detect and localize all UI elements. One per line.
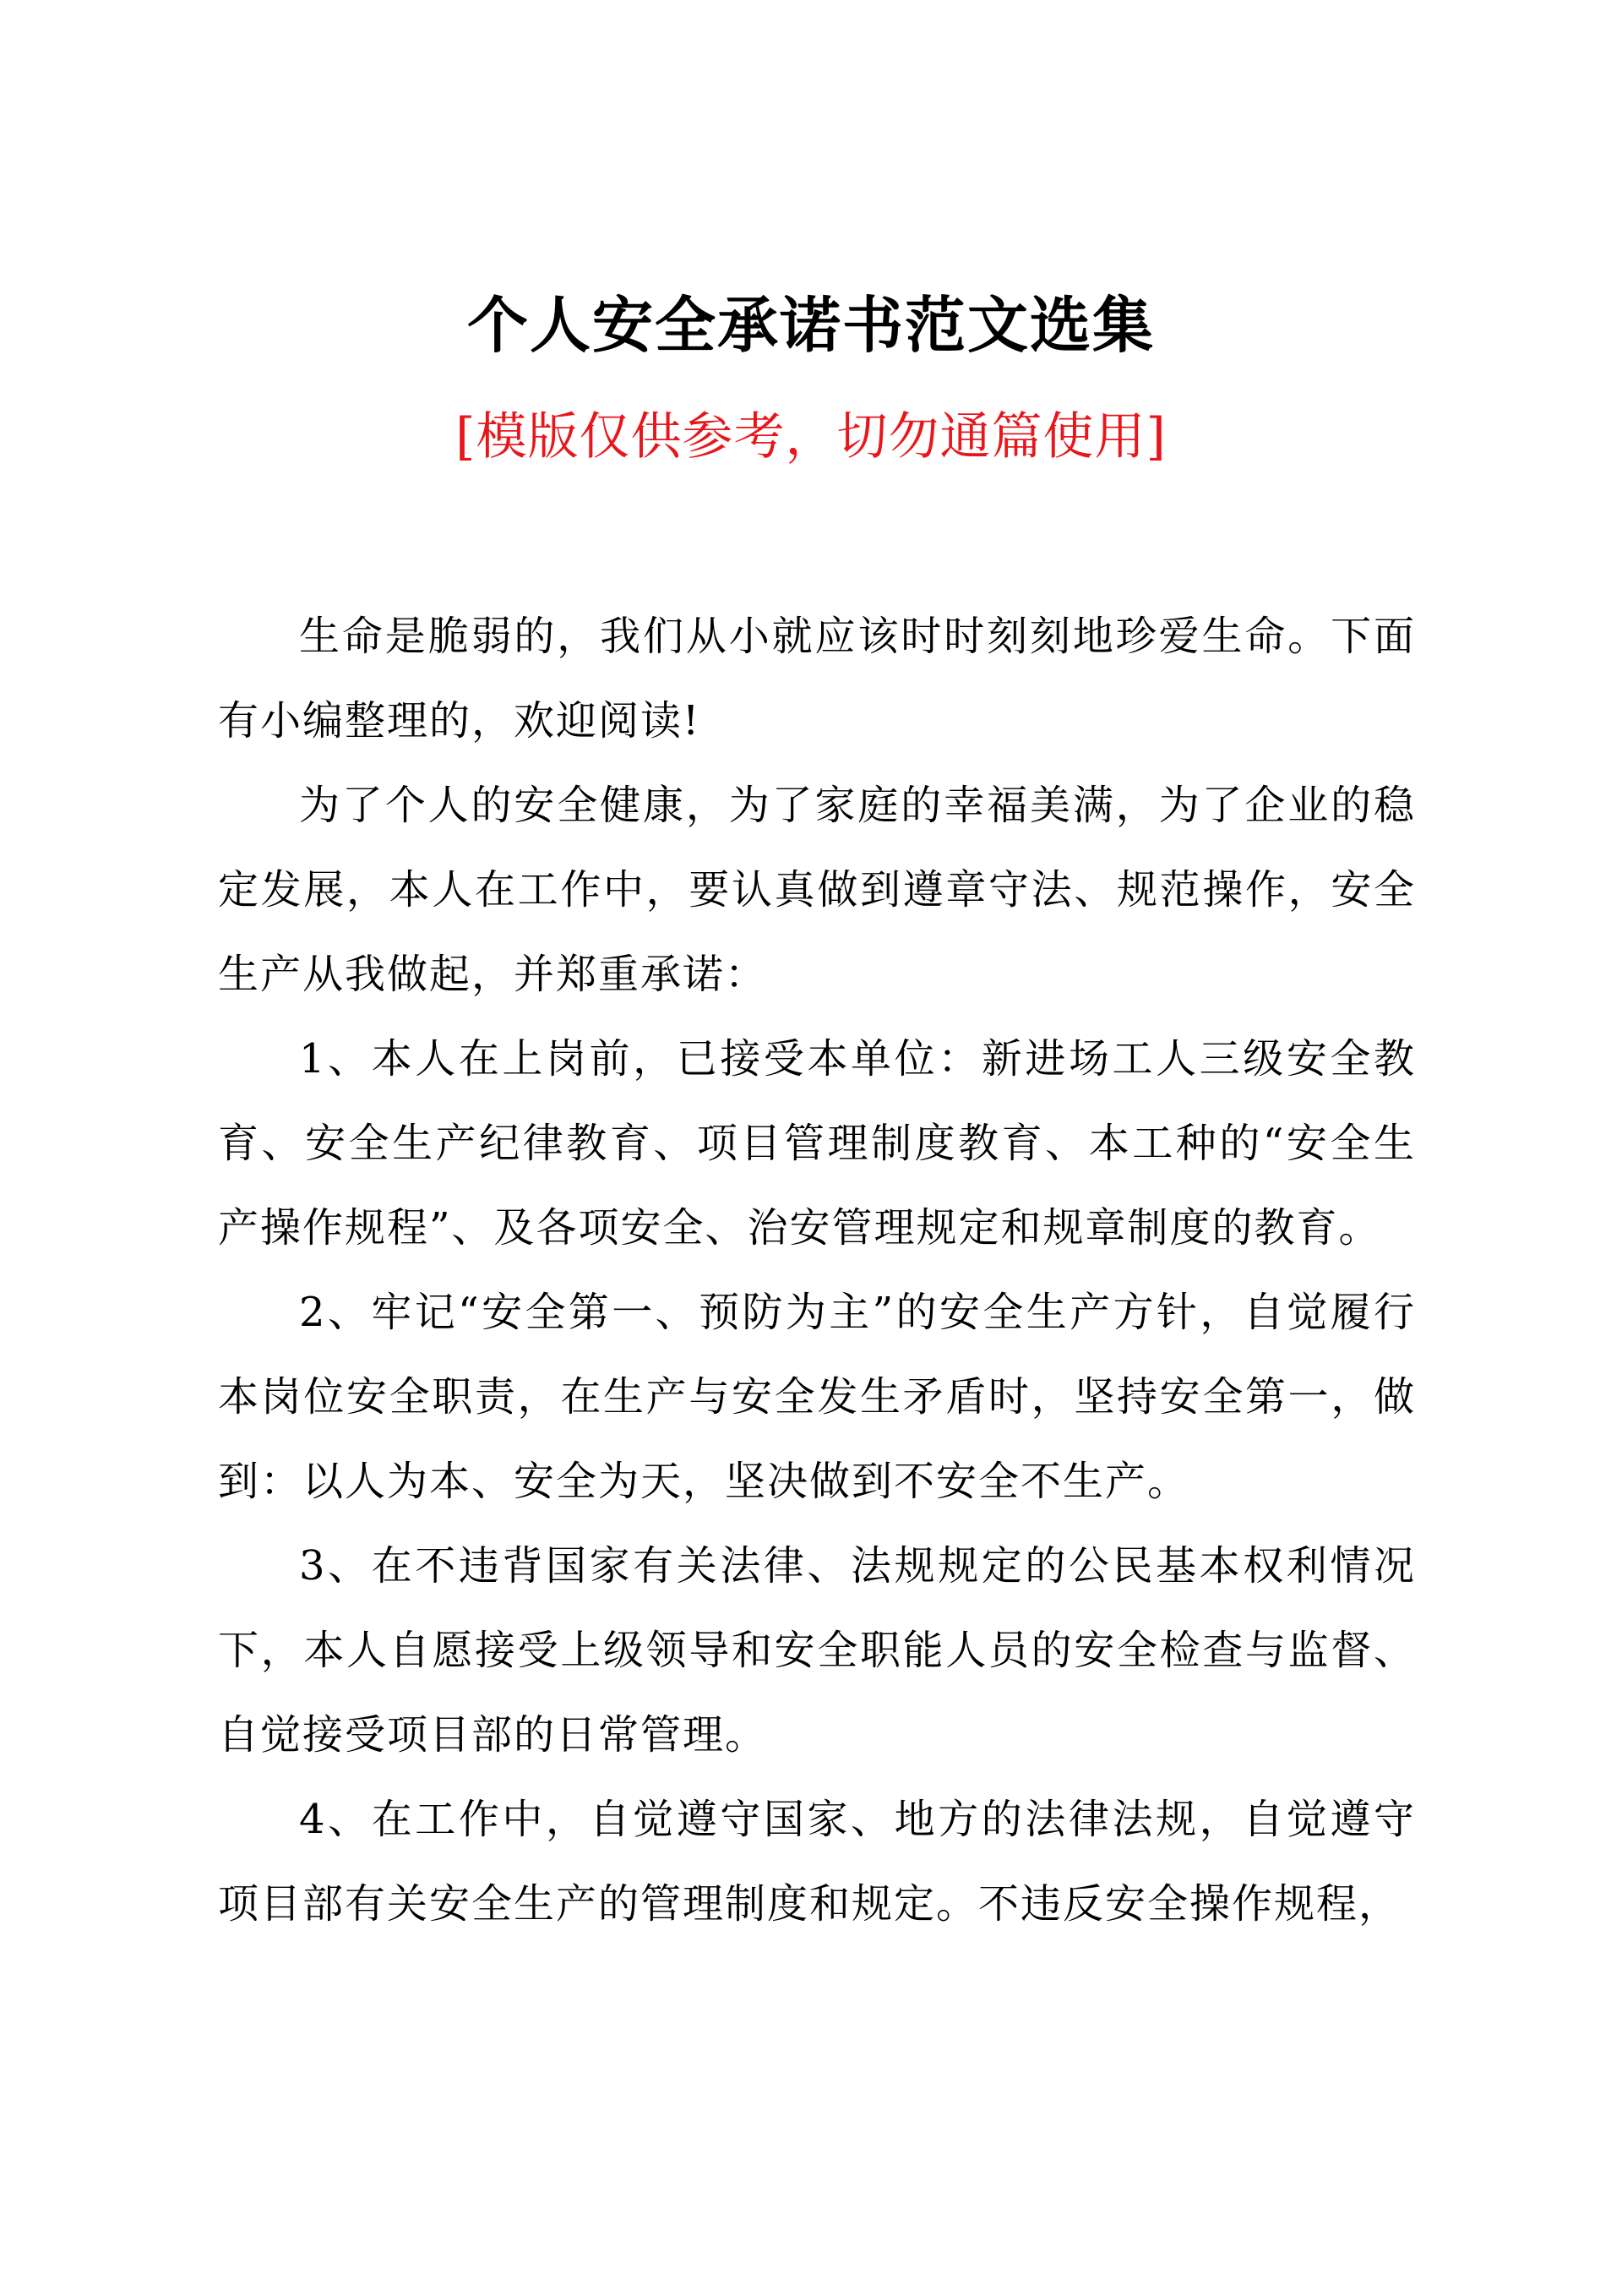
document-body: [218, 594, 1416, 1946]
body-paragraph: 3、在不违背国家有关法律、法规规定的公民基本权利情况下，本人自愿接受上级领导和安全职能人员的安全检查与监督、自觉接受项目部的日常管理。: [218, 1542, 1416, 1759]
document-subtitle: [模版仅供参考，切勿通篇使用]: [455, 407, 1167, 466]
document-title: 个人安全承诺书范文选集: [466, 289, 1155, 361]
body-paragraph: 2、牢记“安全第一、预防为主”的安全生产方针，自觉履行本岗位安全职责，在生产与安全发生矛盾时，坚持安全第一，做到：以人为本、安全为天，坚决做到不安全不生产。: [218, 1289, 1416, 1505]
body-paragraph: 1、本人在上岗前，已接受本单位：新进场工人三级安全教育、安全生产纪律教育、项目管理制度教育、本工种的“安全生产操作规程”、及各项安全、治安管理规定和规章制度的教育。: [218, 1035, 1416, 1252]
body-paragraph: 4、在工作中，自觉遵守国家、地方的法律法规，自觉遵守项目部有关安全生产的管理制度和规定。不违反安全操作规程，: [218, 1796, 1416, 1928]
body-paragraph: 为了个人的安全健康，为了家庭的幸福美满，为了企业的稳定发展，本人在工作中，要认真做到遵章守法、规范操作，安全生产从我做起，并郑重承诺：: [218, 782, 1416, 998]
body-paragraph: 生命是脆弱的，我们从小就应该时时刻刻地珍爱生命。下面有小编整理的，欢迎阅读!: [218, 613, 1416, 744]
